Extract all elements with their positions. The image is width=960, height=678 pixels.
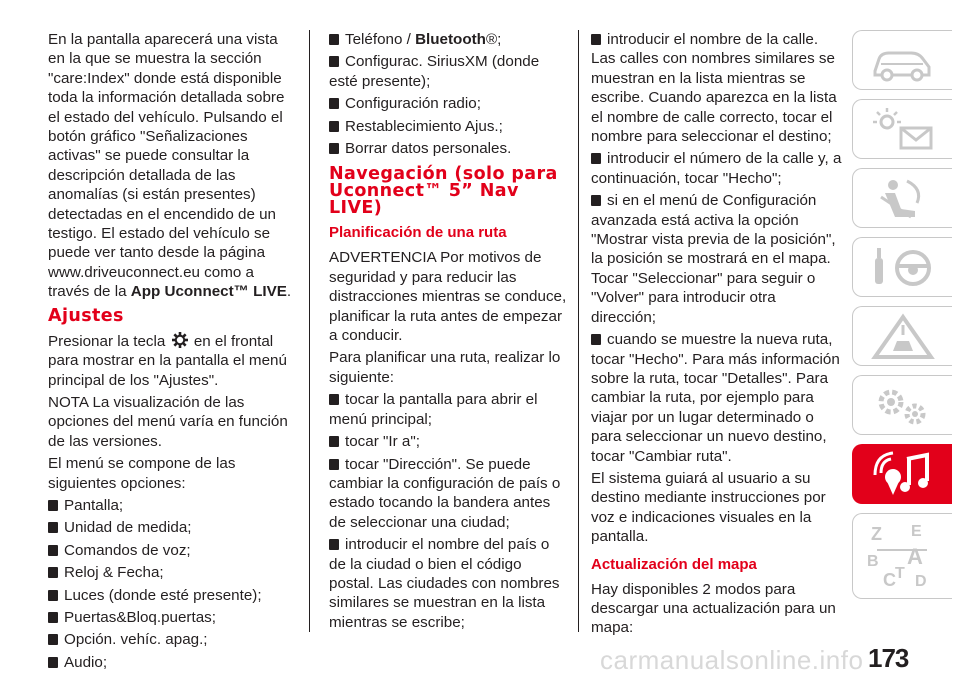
list-item: Reloj & Fecha; [48,563,296,582]
list-item: Restablecimiento Ajus.; [329,117,569,136]
map-update-paragraph: Hay disponibles 2 modos para descargar una actualización para un mapa: [591,580,836,637]
column-middle [329,30,569,635]
list-item: cuando se muestre la nueva ruta, tocar "Hecho". Para más información sobre la ruta, tocar "Detalles". Para cambiar la ruta, por ejemplo para viajar por un lugar determinado o para seleccionar un nuevo destino, tocar "Cambiar ruta". [591,331,840,465]
bullet-icon [591,153,601,164]
steering-wheel-key-icon [867,244,939,292]
index-letter: D [915,573,927,590]
car-icon [867,37,939,85]
index-letter: Z [871,524,882,544]
warning-paragraph: ADVERTENCIA Por motivos de seguridad y para reducir las distracciones mientras se conduce, planificar la ruta antes de empezar a conducir. [329,249,567,345]
bullet-icon [329,56,339,67]
tab-emergency[interactable] [852,306,952,366]
list-item: Pantalla; [48,496,296,515]
list-item: si en el menú de Configuración avanzada está activa la opción "Mostrar vista previa de la posición", la posición se mostrará en el mapa. Tocar "Seleccionar" para seguir o "Volver" para introducir otra dirección; [591,192,836,326]
bullet-icon [329,98,339,109]
bullet-icon [329,34,339,45]
bullet-icon [329,143,339,154]
list-item: Borrar datos personales. [329,139,569,158]
list-item: tocar "Ir a"; [329,432,569,451]
press-key-paragraph: Presionar la tecla en el frontal para mostrar en la pantalla el menú principal de los "Ajustes". [48,332,287,389]
list-item: introducir el nombre del país o de la ciudad o bien el código postal. Las ciudades con nombres similares se muestran en la lista mientras se escribe; [329,536,560,631]
column-left [48,30,296,675]
bullet-icon [329,121,339,132]
route-planning-heading: Planificación de una ruta [329,224,507,242]
list-item: Comandos de voz; [48,541,296,560]
list-item: Teléfono / Bluetooth®; [329,30,569,49]
menu-intro: El menú se compone de las siguientes opciones: [48,455,236,492]
bullet-icon [329,539,339,550]
tab-warning-lights[interactable] [852,99,952,159]
settings-gear-icon [170,331,190,349]
bullet-icon [329,436,339,447]
list-item: Opción. vehíc. apag.; [48,630,296,649]
bullet-icon [48,545,58,556]
list-item: tocar "Dirección". Se puede cambiar la configuración de país o estado tocando la bandera antes de seleccionar una ciudad; [329,455,561,531]
multimedia-icon [867,451,939,499]
column-right [591,30,843,641]
index-letters-icon [867,520,939,592]
settings-options-list [48,496,296,672]
bullet-icon [48,590,58,601]
warning-lights-icon [867,106,939,154]
index-letter: C [883,570,896,590]
list-item: Unidad de medida; [48,518,296,537]
index-letter: B [867,553,879,570]
app-name: App Uconnect™ LIVE [130,283,287,301]
bullet-icon [591,34,601,45]
route-steps-list-cont [591,30,843,466]
navigation-heading: Navegación (solo para Uconnect™ 5” Nav LIVE) [329,164,558,219]
bullet-icon [329,394,339,405]
page-number: 173 [868,643,909,673]
settings-options-list-cont [329,52,569,158]
airbag-seat-icon [867,175,939,223]
list-item: tocar la pantalla para abrir el menú principal; [329,391,538,428]
column-divider [309,30,310,632]
bullet-icon [329,459,339,470]
list-item: Puertas&Bloq.puertas; [48,608,296,627]
bullet-icon [48,522,58,533]
route-steps-list [329,390,569,632]
watermark: carmanualsonline.info [600,645,864,675]
emergency-triangle-icon [867,313,939,361]
tab-starting-driving[interactable] [852,237,952,297]
bullet-icon [48,612,58,623]
list-item: Configurac. SiriusXM (donde esté presente); [329,53,540,90]
list-item: introducir el nombre de la calle. Las calles con nombres similares se muestran en la lista mientras se escribe. Cuando aparezca en la lista el nombre de calle correcto, tocar el nombre para seleccionar el destino; [591,31,837,146]
bullet-icon [591,195,601,206]
list-item: Audio; [48,653,296,672]
column-divider [578,30,579,632]
bullet-icon [48,567,58,578]
list-item: Configuración radio; [329,94,569,113]
intro-paragraph: En la pantalla aparecerá una vista en la que se muestra la sección "care:Index" donde está disponible toda la información detallada sobre el estado del vehículo. Pulsando el botón gráfico "Señalizaciones activas" se puede consultar la descripción detallada de las anomalías (si están presentes) detectadas en el encendido de un testigo. El estado del vehículo se puede ver tanto desde la página www.driveuconnect.eu como a través de la App Uconnect™ LIVE. [48,31,292,301]
tab-maintenance[interactable] [852,375,952,435]
index-letter: E [911,523,922,540]
ajustes-heading: Ajustes [48,305,124,326]
tab-index[interactable] [852,513,952,599]
bullet-icon [48,634,58,645]
bullet-icon [48,500,58,511]
tab-car[interactable] [852,30,952,90]
guide-paragraph: El sistema guiará al usuario a su destino mediante instrucciones por voz e indicaciones visuales en la pantalla. [591,469,826,546]
plan-intro: Para planificar una ruta, realizar lo siguiente: [329,349,561,386]
bullet-icon [48,657,58,668]
bullet-icon [591,334,601,345]
gears-service-icon [867,382,939,430]
tab-safety[interactable] [852,168,952,228]
index-letter: A [907,544,923,569]
nota-paragraph: NOTA La visualización de las opciones del menú varía en función de las versiones. [48,393,288,450]
tab-multimedia[interactable] [852,444,952,504]
map-update-heading: Actualización del mapa [591,555,757,573]
index-letter: T [895,565,905,582]
list-item: introducir el número de la calle y, a continuación, tocar "Hecho"; [591,150,842,187]
list-item: Luces (donde esté presente); [48,586,296,605]
